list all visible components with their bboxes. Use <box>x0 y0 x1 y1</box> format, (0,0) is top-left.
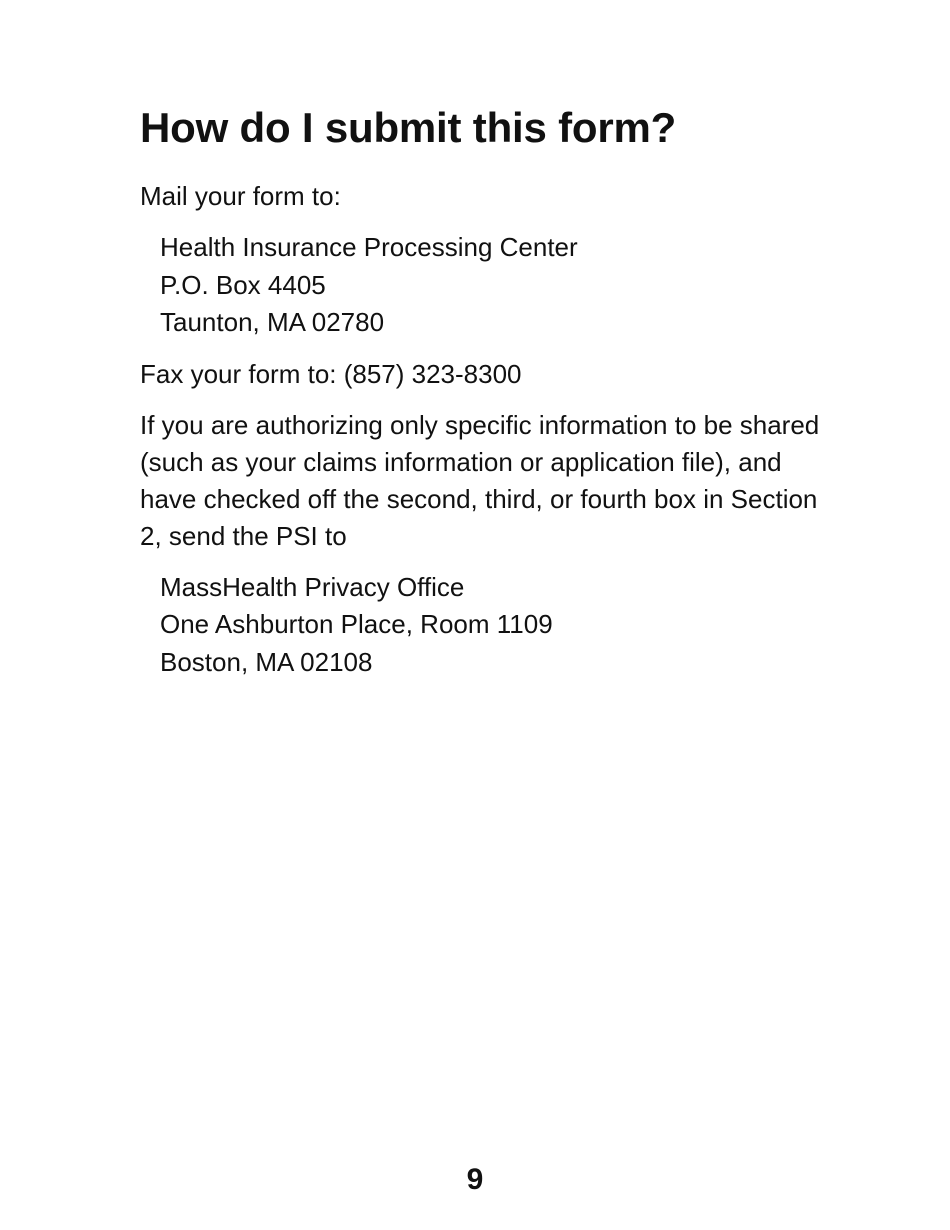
mail-address <box>160 229 830 342</box>
mail-address-line: Taunton, MA 02780 <box>160 307 385 337</box>
mail-address-line: P.O. Box 4405 <box>160 269 326 300</box>
privacy-office-address <box>160 569 830 682</box>
specific-info-instruction: If you are authorizing only specific information to be shared (such as your claims information or application file), and have checked off the second, third, or fourth box in Section 2, send the PSI to <box>140 409 820 551</box>
mail-address-line: Health Insurance Processing Center <box>160 232 578 262</box>
page-number: 9 <box>466 1163 484 1196</box>
privacy-address-line: One Ashburton Place, Room 1109 <box>160 609 553 639</box>
privacy-address-line: MassHealth Privacy Office <box>160 571 465 602</box>
fax-instruction: Fax your form to: (857) 323-8300 <box>140 358 522 389</box>
mail-intro: Mail your form to: <box>140 181 341 211</box>
privacy-address-line: Boston, MA 02108 <box>160 646 373 677</box>
document-page <box>140 100 830 695</box>
page-title: How do I submit this form? <box>140 104 677 151</box>
